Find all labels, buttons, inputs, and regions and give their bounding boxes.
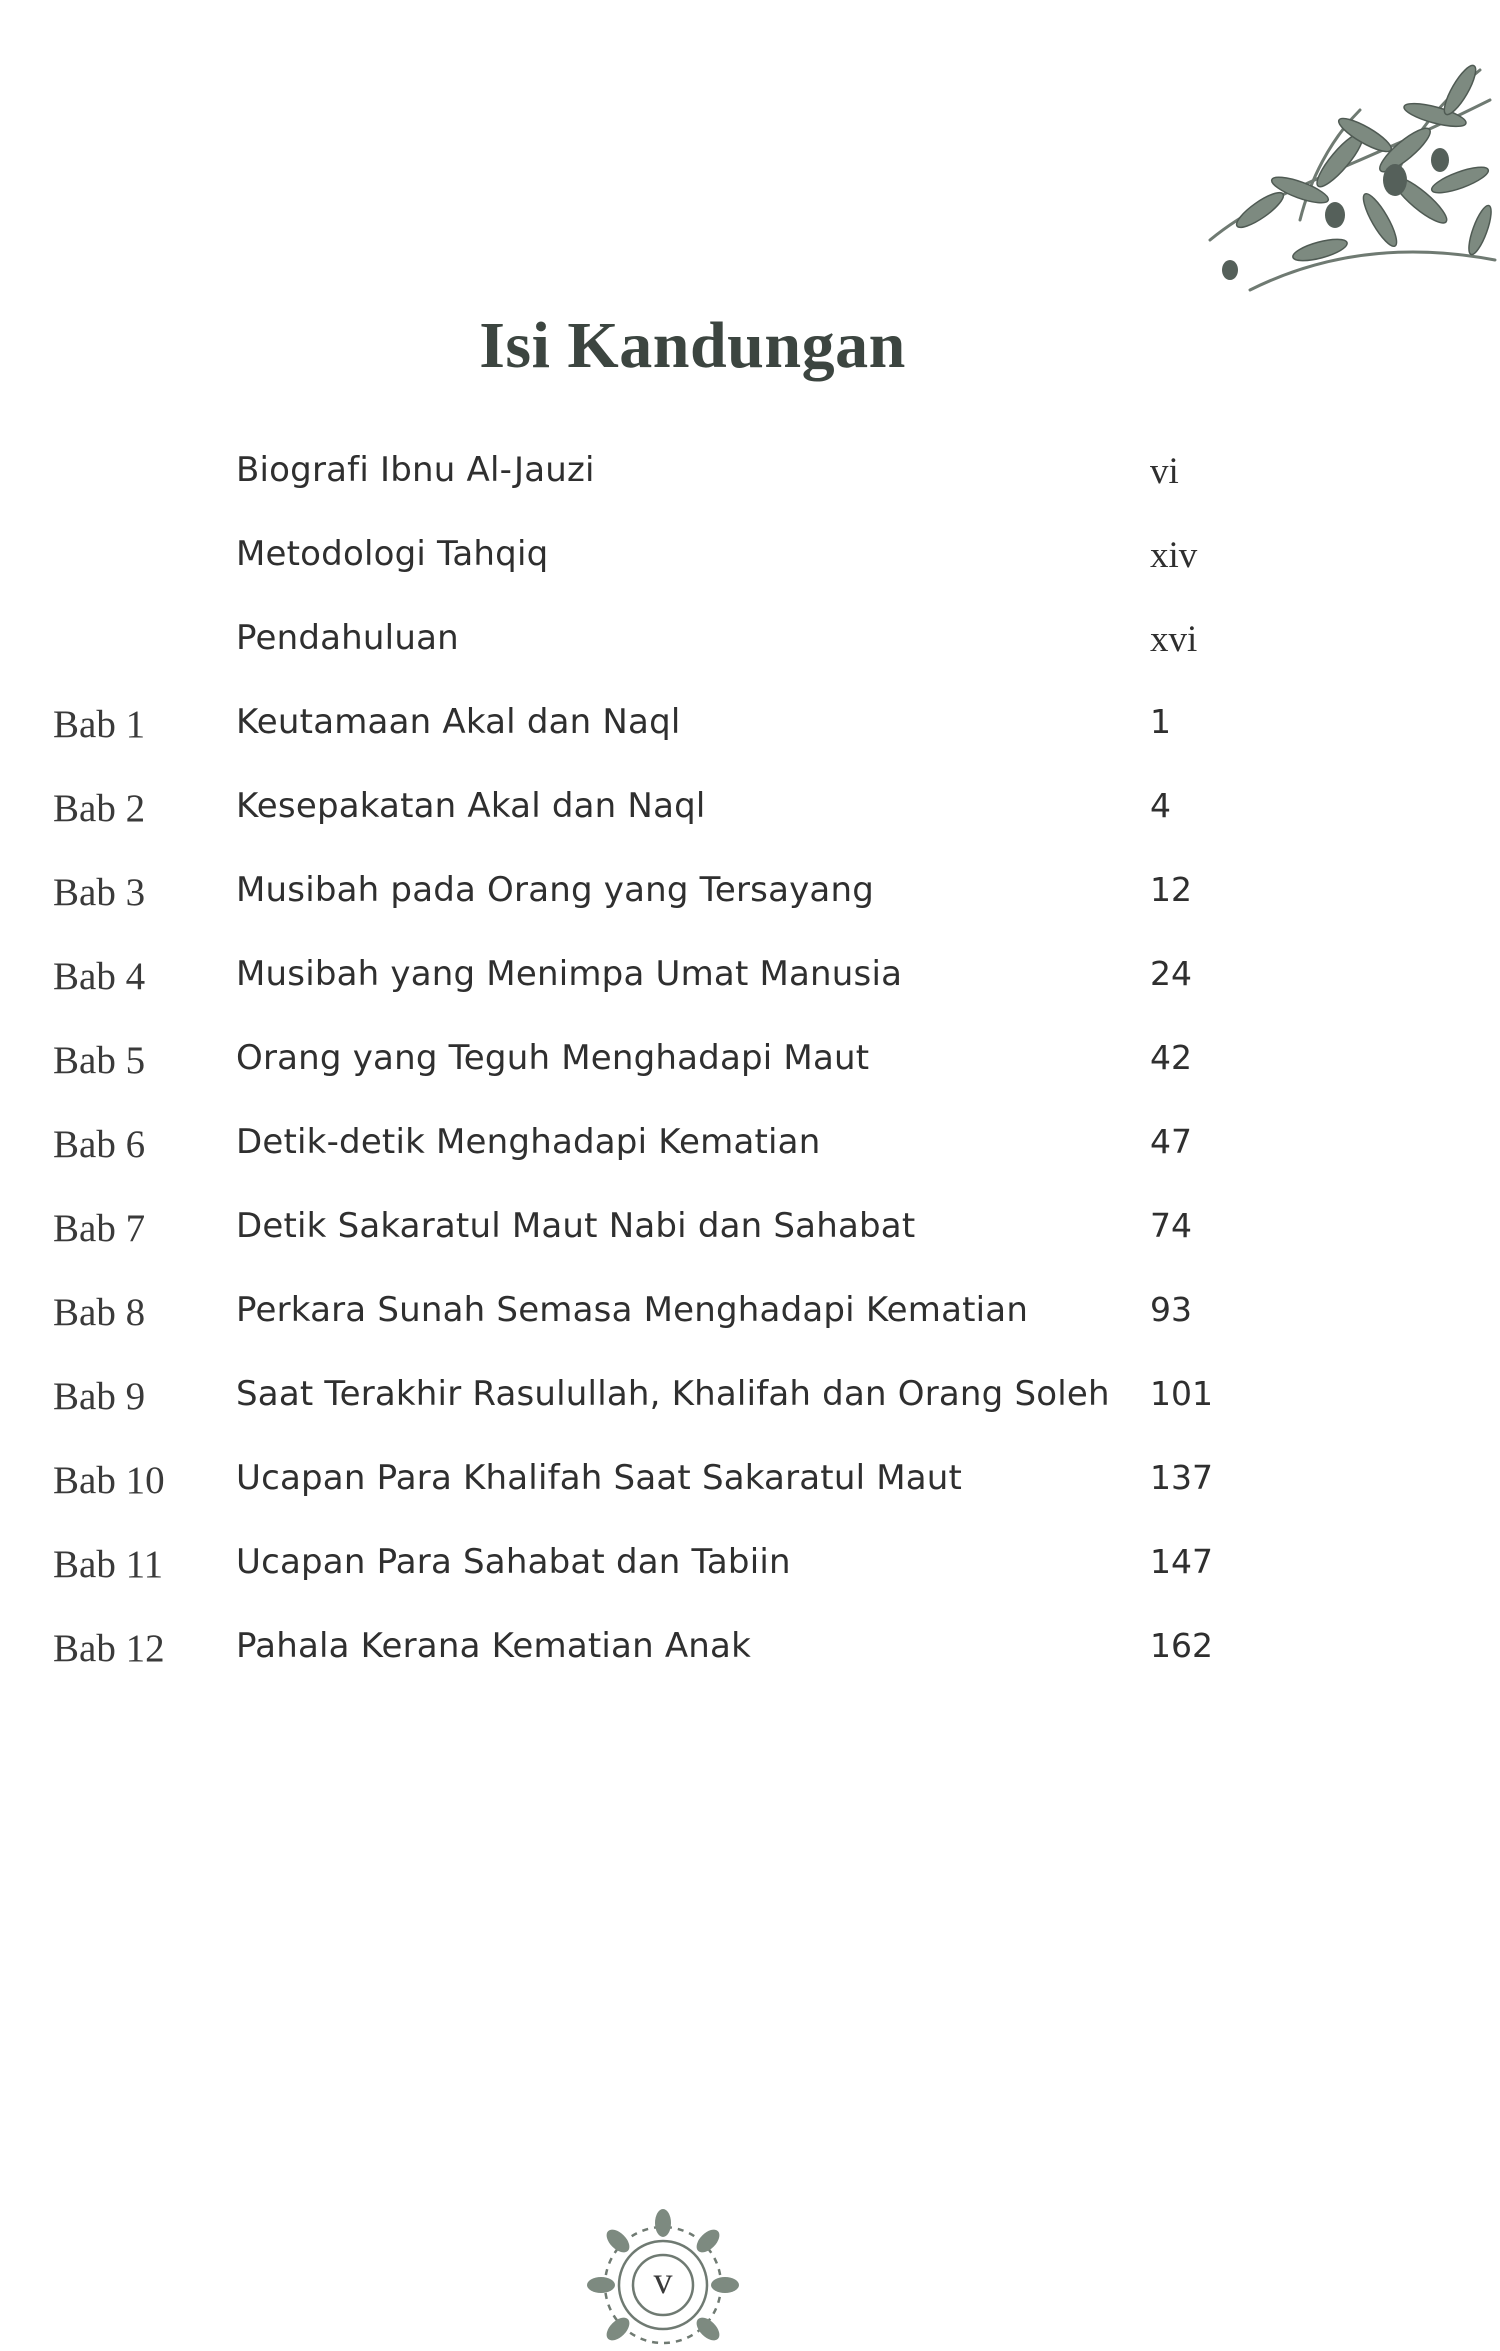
- page-reference: 162: [1150, 1626, 1213, 1665]
- toc-row: [0, 786, 1500, 870]
- chapter-number: Bab 11: [53, 1543, 164, 1586]
- chapter-number: Bab 12: [53, 1627, 165, 1670]
- page-reference: 101: [1150, 1374, 1213, 1413]
- chapter-title: Saat Terakhir Rasulullah, Khalifah dan Orang Soleh: [236, 1374, 1110, 1414]
- chapter-number: Bab 4: [53, 955, 146, 998]
- page-reference: 12: [1150, 870, 1192, 909]
- toc-row: [0, 1374, 1500, 1458]
- toc-row: [0, 702, 1500, 786]
- toc-row: [0, 954, 1500, 1038]
- page-reference: xiv: [1150, 535, 1198, 576]
- toc-row: [0, 1038, 1500, 1122]
- chapter-title: Detik Sakaratul Maut Nabi dan Sahabat: [236, 1206, 916, 1246]
- chapter-title: Musibah yang Menimpa Umat Manusia: [236, 954, 903, 994]
- chapter-number: Bab 6: [53, 1123, 146, 1166]
- page-reference: vi: [1150, 451, 1179, 492]
- page-number-medallion: [563, 2175, 763, 2346]
- toc-row: [0, 1626, 1500, 1710]
- toc-row: [0, 1542, 1500, 1626]
- chapter-title: Ucapan Para Khalifah Saat Sakaratul Maut: [236, 1458, 963, 1498]
- page-reference: 74: [1150, 1206, 1192, 1245]
- page-reference: 147: [1150, 1542, 1213, 1581]
- toc-row: [0, 1458, 1500, 1542]
- chapter-title: Pahala Kerana Kematian Anak: [236, 1626, 751, 1666]
- page-reference: 1: [1150, 702, 1171, 741]
- page-reference: 137: [1150, 1458, 1213, 1497]
- toc-row: [0, 1290, 1500, 1374]
- chapter-title: Biografi Ibnu Al-Jauzi: [236, 450, 595, 490]
- chapter-number: Bab 5: [53, 1039, 146, 1082]
- toc-row: [0, 1206, 1500, 1290]
- chapter-number: Bab 7: [53, 1207, 146, 1250]
- chapter-number: Bab 8: [53, 1291, 146, 1334]
- chapter-title: Keutamaan Akal dan Naql: [236, 702, 681, 742]
- chapter-title: Ucapan Para Sahabat dan Tabiin: [236, 1542, 791, 1582]
- page-reference: 47: [1150, 1122, 1192, 1161]
- page-title: Isi Kandungan: [479, 309, 906, 382]
- toc-row: [0, 534, 1500, 618]
- chapter-number: Bab 1: [53, 703, 146, 746]
- page-reference: 42: [1150, 1038, 1192, 1077]
- chapter-title: Kesepakatan Akal dan Naql: [236, 786, 706, 826]
- chapter-number: Bab 9: [53, 1375, 146, 1418]
- page-number: v: [653, 2259, 673, 2302]
- toc-row: [0, 870, 1500, 954]
- chapter-number: Bab 10: [53, 1459, 165, 1502]
- toc-row: [0, 1122, 1500, 1206]
- toc-row: [0, 618, 1500, 702]
- chapter-title: Orang yang Teguh Menghadapi Maut: [236, 1038, 870, 1078]
- chapter-title: Pendahuluan: [236, 618, 459, 658]
- page-reference: 93: [1150, 1290, 1192, 1329]
- page-reference: 4: [1150, 786, 1171, 825]
- page-reference: 24: [1150, 954, 1192, 993]
- toc-row: [0, 450, 1500, 534]
- chapter-title: Metodologi Tahqiq: [236, 534, 549, 574]
- chapter-title: Detik-detik Menghadapi Kematian: [236, 1122, 821, 1162]
- page-reference: xvi: [1150, 619, 1198, 660]
- chapter-number: Bab 2: [53, 787, 146, 830]
- chapter-number: Bab 3: [53, 871, 146, 914]
- chapter-title: Musibah pada Orang yang Tersayang: [236, 870, 874, 910]
- chapter-title: Perkara Sunah Semasa Menghadapi Kematian: [236, 1290, 1029, 1330]
- olive-sprig-icon: [1190, 40, 1500, 340]
